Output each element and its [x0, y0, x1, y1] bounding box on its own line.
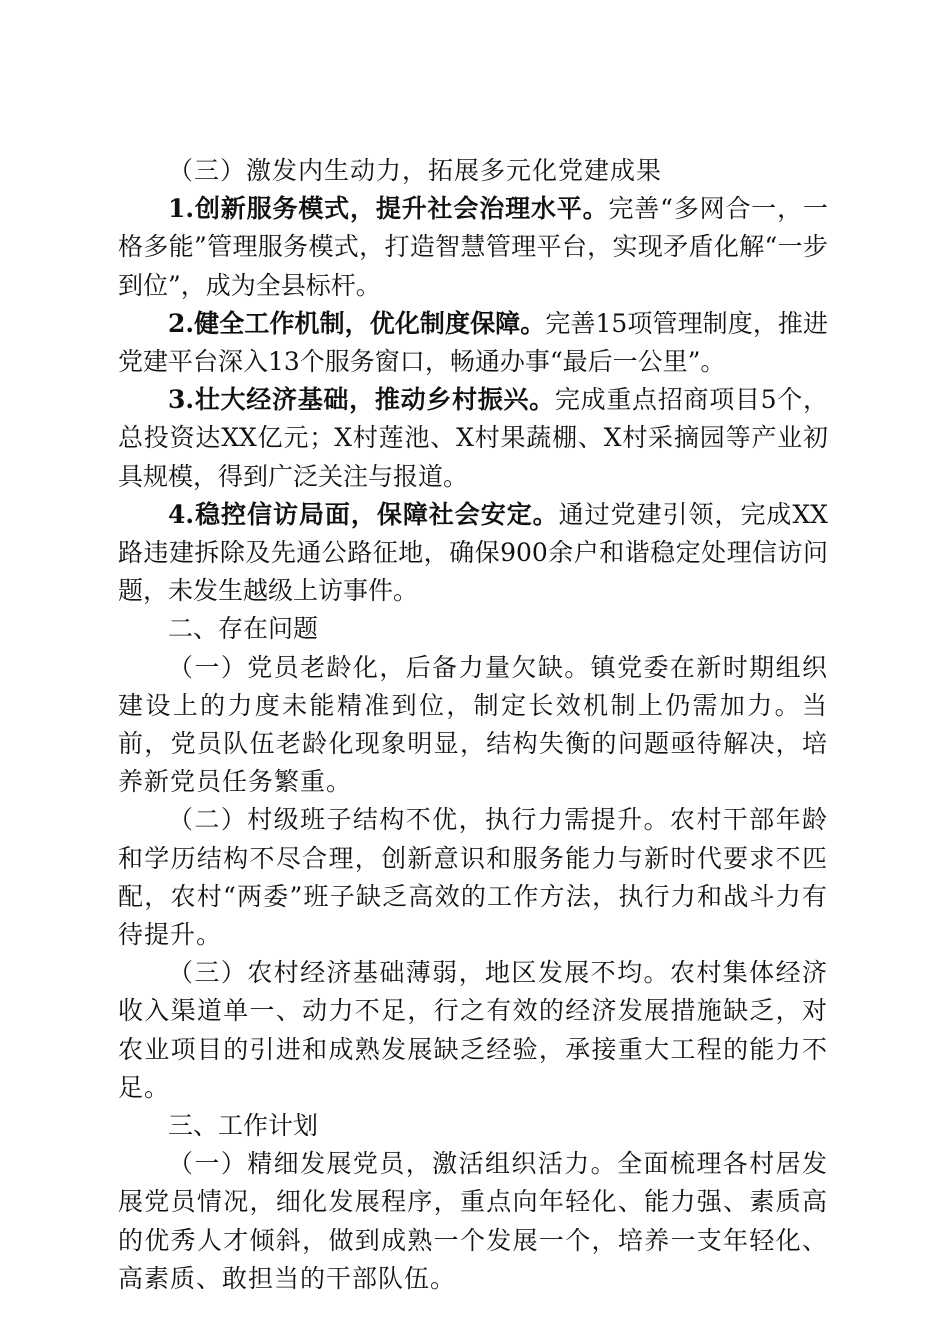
- item-text: 通过党建引领，完成XX路违建拆除及先通公路征地，确保900余户和谐稳定处理信访问题，未发生越级上访事件。: [118, 499, 828, 606]
- section-heading-plan: 三、工作计划: [168, 1111, 319, 1141]
- plan-paragraph: （一）精细发展党员，激活组织活力。全面梳理各村居发展党员情况，细化发展程序，重点向年轻化、能力强、素质高的优秀人才倾斜，做到成熟一个发展一个，培养一支年轻化、高素质、敢担当的干部队伍。: [118, 1149, 828, 1293]
- problem-paragraph: （一）党员老龄化，后备力量欠缺。镇党委在新时期组织建设上的力度未能精准到位，制定长效机制上仍需加力。当前，党员队伍老龄化现象明显，结构失衡的问题亟待解决，培养新党员任务繁重。: [118, 652, 828, 797]
- section-heading-problems: 二、存在问题: [168, 614, 319, 644]
- item-text: 完成重点招商项目5个，总投资达XX亿元；X村莲池、X村果蔬棚、X村采摘园等产业初具规模，得到广泛关注与报道。: [118, 385, 828, 491]
- section-subheading: （三）激发内生动力，拓展多元化党建成果: [168, 156, 663, 185]
- item-paragraph: [118, 305, 828, 381]
- document-page: [118, 152, 828, 1298]
- item-lead: 1.创新服务模式，提升社会治理水平。: [168, 194, 609, 224]
- problem-paragraph: （三）农村经济基础薄弱，地区发展不均。农村集体经济收入渠道单一、动力不足，行之有效的经济发展措施缺乏，对农业项目的引进和成熟发展缺乏经验，承接重大工程的能力不足。: [118, 958, 828, 1102]
- item-text: 完善15项管理制度，推进党建平台深入13个服务窗口，畅通办事“最后一公里”。: [118, 308, 829, 377]
- item-paragraph: [118, 496, 828, 611]
- item-paragraph: [118, 381, 828, 496]
- item-lead: 3.壮大经济基础，推动乡村振兴。: [168, 385, 555, 415]
- item-paragraph: [118, 190, 828, 305]
- item-lead: 2.健全工作机制，优化制度保障。: [168, 308, 546, 338]
- item-text: 完善“多网合一，一格多能”管理服务模式，打造智慧管理平台，实现矛盾化解“一步到位”，成为全县标杆。: [118, 194, 828, 300]
- problem-paragraph: （二）村级班子结构不优，执行力需提升。农村干部年龄和学历结构不尽合理，创新意识和服务能力与新时代要求不匹配，农村“两委”班子缺乏高效的工作方法，执行力和战斗力有待提升。: [118, 805, 828, 950]
- item-lead: 4.稳控信访局面，保障社会安定。: [168, 499, 559, 529]
